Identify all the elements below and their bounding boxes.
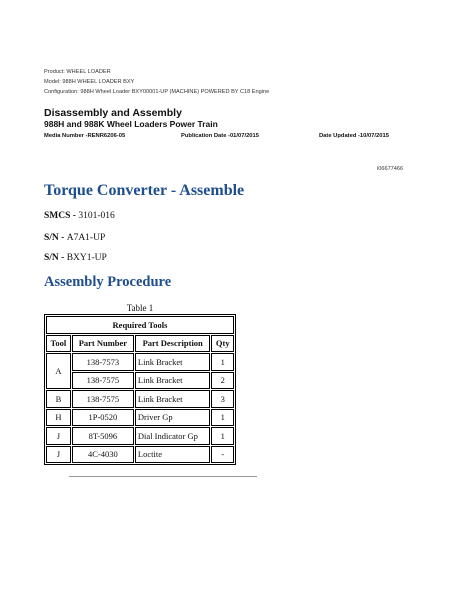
part-number-cell: 8T-5096	[72, 427, 134, 445]
product-label: Product:	[44, 69, 65, 75]
tool-cell: A	[46, 353, 71, 389]
part-description-cell: Dial Indicator Gp	[135, 427, 211, 445]
part-description-cell: Link Bracket	[135, 353, 211, 371]
procedure-title: Assembly Procedure	[44, 274, 172, 290]
part-description-cell: Link Bracket	[135, 372, 211, 390]
configuration-line	[44, 89, 269, 96]
table-row	[46, 372, 234, 390]
table-title: Required Tools	[46, 316, 234, 334]
part-description-cell: Driver Gp	[135, 409, 211, 427]
qty-cell: 1	[211, 409, 234, 427]
configuration-label: Configuration:	[44, 89, 79, 95]
model-label: Model:	[44, 79, 61, 85]
smcs-line	[44, 211, 115, 221]
part-description-cell: Loctite	[135, 446, 211, 464]
serial-number-line-1	[44, 233, 105, 243]
part-number-cell: 4C-4030	[72, 446, 134, 464]
part-number-cell: 138-7575	[72, 390, 134, 408]
header-qty: Qty	[211, 335, 234, 353]
sn2-value: BXY1-UP	[66, 253, 107, 263]
qty-cell: 2	[211, 372, 234, 390]
media-number: Media Number -RENR6206-05	[44, 133, 126, 139]
reference-id: i06677466	[377, 166, 404, 172]
part-number-cell: 1P-0520	[72, 409, 134, 427]
qty-cell: -	[211, 446, 234, 464]
tool-cell: B	[46, 390, 71, 408]
header-part-description: Part Description	[135, 335, 211, 353]
smcs-value: 3101-016	[78, 211, 115, 221]
smcs-label: SMCS -	[44, 211, 79, 221]
table-row	[46, 390, 234, 408]
table-row	[46, 427, 234, 445]
bottom-divider	[69, 476, 257, 477]
sn1-label: S/N -	[44, 233, 67, 243]
product-value: WHEEL LOADER	[66, 69, 111, 75]
table-row	[46, 446, 234, 464]
table-row	[46, 409, 234, 427]
header-part-number: Part Number	[72, 335, 134, 353]
sn2-label: S/N -	[44, 253, 67, 263]
table-caption: Table 1	[126, 303, 154, 313]
qty-cell: 1	[211, 427, 234, 445]
model-line	[44, 79, 134, 86]
tool-cell: J	[46, 446, 71, 464]
header-tool: Tool	[46, 335, 71, 353]
date-updated: Date Updated -10/07/2015	[319, 133, 389, 139]
publication-date: Publication Date -01/07/2015	[181, 133, 259, 139]
tool-cell: H	[46, 409, 71, 427]
part-number-cell: 138-7575	[72, 372, 134, 390]
model-value: 988H WHEEL LOADER BXY	[62, 79, 135, 85]
table-header-row	[46, 335, 234, 353]
document-title: Disassembly and Assembly	[44, 107, 182, 119]
section-title: Torque Converter - Assemble	[44, 182, 245, 199]
serial-number-line-2	[44, 253, 107, 263]
part-description-cell: Link Bracket	[135, 390, 211, 408]
qty-cell: 1	[211, 353, 234, 371]
document-subtitle: 988H and 988K Wheel Loaders Power Train	[44, 119, 218, 129]
part-number-cell: 138-7573	[72, 353, 134, 371]
tool-cell: J	[46, 427, 71, 445]
product-line	[44, 69, 111, 76]
table-row	[46, 353, 234, 371]
configuration-value: 988H Wheel Loader BXY00001-UP (MACHINE) POWERED BY C18 Engine	[80, 89, 270, 95]
sn1-value: A7A1-UP	[66, 233, 106, 243]
qty-cell: 3	[211, 390, 234, 408]
table-title-row	[46, 316, 234, 334]
required-tools-table	[44, 314, 236, 465]
